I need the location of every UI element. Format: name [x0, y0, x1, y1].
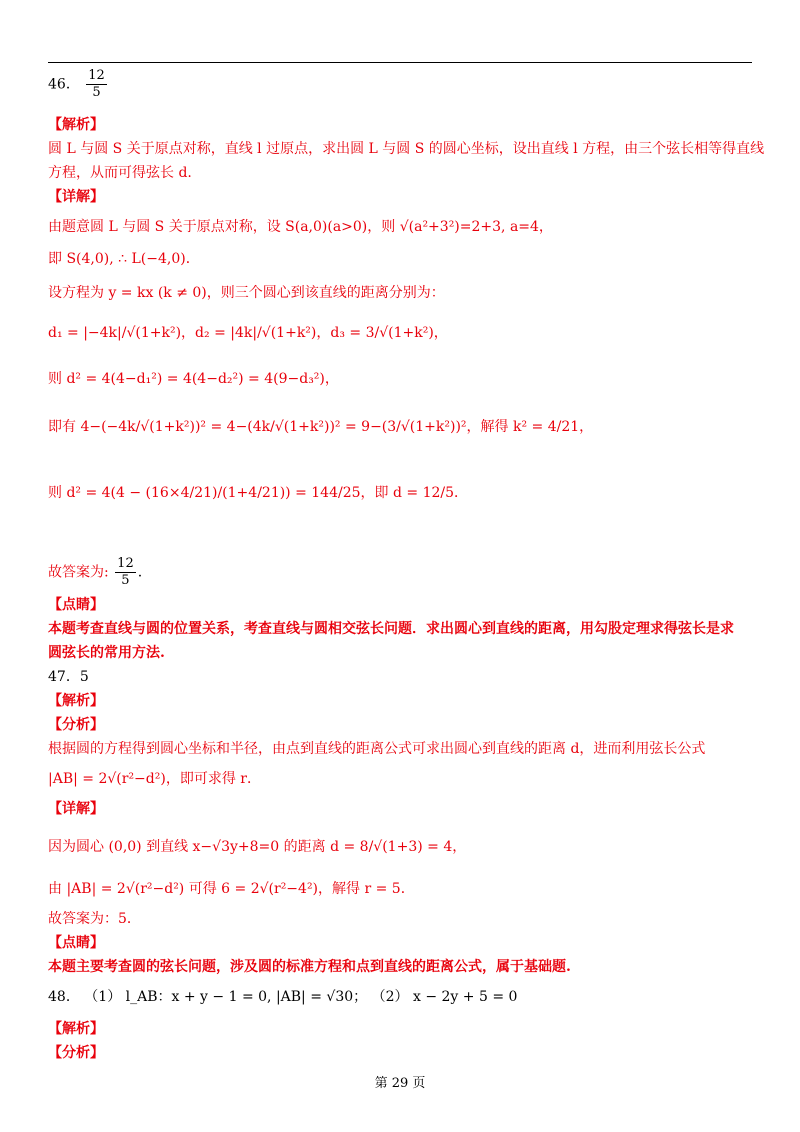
q48-jiexi-heading: 【解析】	[48, 1021, 104, 1037]
q46-answer-denominator: 5	[92, 85, 101, 100]
q47-xiangjie-heading: 【详解】	[48, 801, 104, 817]
q48-fenxi-heading: 【分析】	[48, 1045, 104, 1061]
q48-part2: x − 2y + 5 = 0	[412, 989, 518, 1005]
q47-detail-line1: 因为圆心 (0,0) 到直线 x−√3y+8=0 的距离 d = 8/√(1+3) = 4，	[48, 839, 467, 855]
q46-dianjing-heading: 【点睛】	[48, 597, 104, 613]
q48-part2-label: （2）	[371, 989, 409, 1005]
q47-analysis-line2: |AB| = 2√(r²−d²)，即可求得 r．	[48, 771, 261, 787]
q46-analysis-line1: 圆 L 与圆 S 关于原点对称，直线 l 过原点，求出圆 L 与圆 S 的圆心坐标，设出直线 l 方程，由三个弦长相等得直线	[48, 141, 765, 157]
q46-detail-line4-distances: d₁ = |−4k|/√(1+k²)，d₂ = |4k|/√(1+k²)，d₃ = 3/√(1+k²)，	[48, 325, 448, 341]
header-rule	[48, 62, 752, 63]
q46-xiangjie-heading: 【详解】	[48, 189, 104, 205]
q47-final-answer: 故答案为：5．	[48, 911, 141, 927]
q46-comment-line2: 圆弦长的常用方法.	[48, 645, 165, 661]
q46-final-denominator: 5	[121, 573, 130, 588]
q46-final-answer: 故答案为: $\frac{12}{5}$ .	[48, 556, 143, 588]
q48-part1: l_AB：x + y − 1 = 0, |AB| = √30；	[125, 989, 368, 1005]
q47-fenxi-heading: 【分析】	[48, 717, 104, 733]
q46-jiexi-heading: 【解析】	[48, 117, 104, 133]
q46-detail-line2: 即 S(4,0), ∴ L(−4,0)．	[48, 251, 200, 267]
page-number: 第 29 页	[374, 1076, 426, 1091]
q47-analysis-line1: 根据圆的方程得到圆心坐标和半径，由点到直线的距离公式可求出圆心到直线的距离 d，进而利用弦长公式	[48, 741, 706, 757]
q46-detail-line7: 则 d² = 4(4 − (16×4/21)/(1+4/21)) = 144/25，即 d = 12/5．	[48, 485, 469, 501]
q46-detail-line3: 设方程为 y = kx (k ≠ 0)，则三个圆心到该直线的距离分别为：	[48, 285, 445, 301]
q46-answer-numerator: 12	[88, 68, 105, 83]
q46-analysis-line2: 方程，从而可得弦长 d.	[48, 165, 192, 181]
q46-comment-line1: 本题考查直线与圆的位置关系，考查直线与圆相交弦长问题．求出圆心到直线的距离，用勾股定理求得弦长是求	[48, 621, 734, 637]
q46-final-numerator: 12	[117, 556, 134, 571]
q47-answer: 47．5	[48, 669, 89, 685]
q47-detail-line2: 由 |AB| = 2√(r²−d²) 可得 6 = 2√(r²−4²)，解得 r = 5．	[48, 881, 415, 897]
q47-comment: 本题主要考查圆的弦长问题，涉及圆的标准方程和点到直线的距离公式，属于基础题.	[48, 959, 571, 975]
q46-detail-line1: 由题意圆 L 与圆 S 关于原点对称，设 S(a,0)(a>0)，则 √(a²+3²)=2+3, a=4，	[48, 219, 553, 235]
q47-dianjing-heading: 【点睛】	[48, 935, 104, 951]
q48-part1-label: （1）	[84, 989, 122, 1005]
q46-detail-line6: 即有 4−(−4k/√(1+k²))² = 4−(4k/√(1+k²))² = 9−(3/√(1+k²))²，解得 k² = 4/21，	[48, 419, 594, 435]
q47-jiexi-heading: 【解析】	[48, 693, 104, 709]
q46-detail-line5: 则 d² = 4(4−d₁²) = 4(4−d₂²) = 4(9−d₃²)，	[48, 371, 339, 387]
q48-number: 48．	[48, 989, 80, 1005]
q46-number: 46．	[48, 76, 80, 93]
q48-answer	[48, 988, 517, 1006]
q46-answer	[48, 68, 109, 101]
q46-final-label: 故答案为:	[48, 564, 109, 581]
